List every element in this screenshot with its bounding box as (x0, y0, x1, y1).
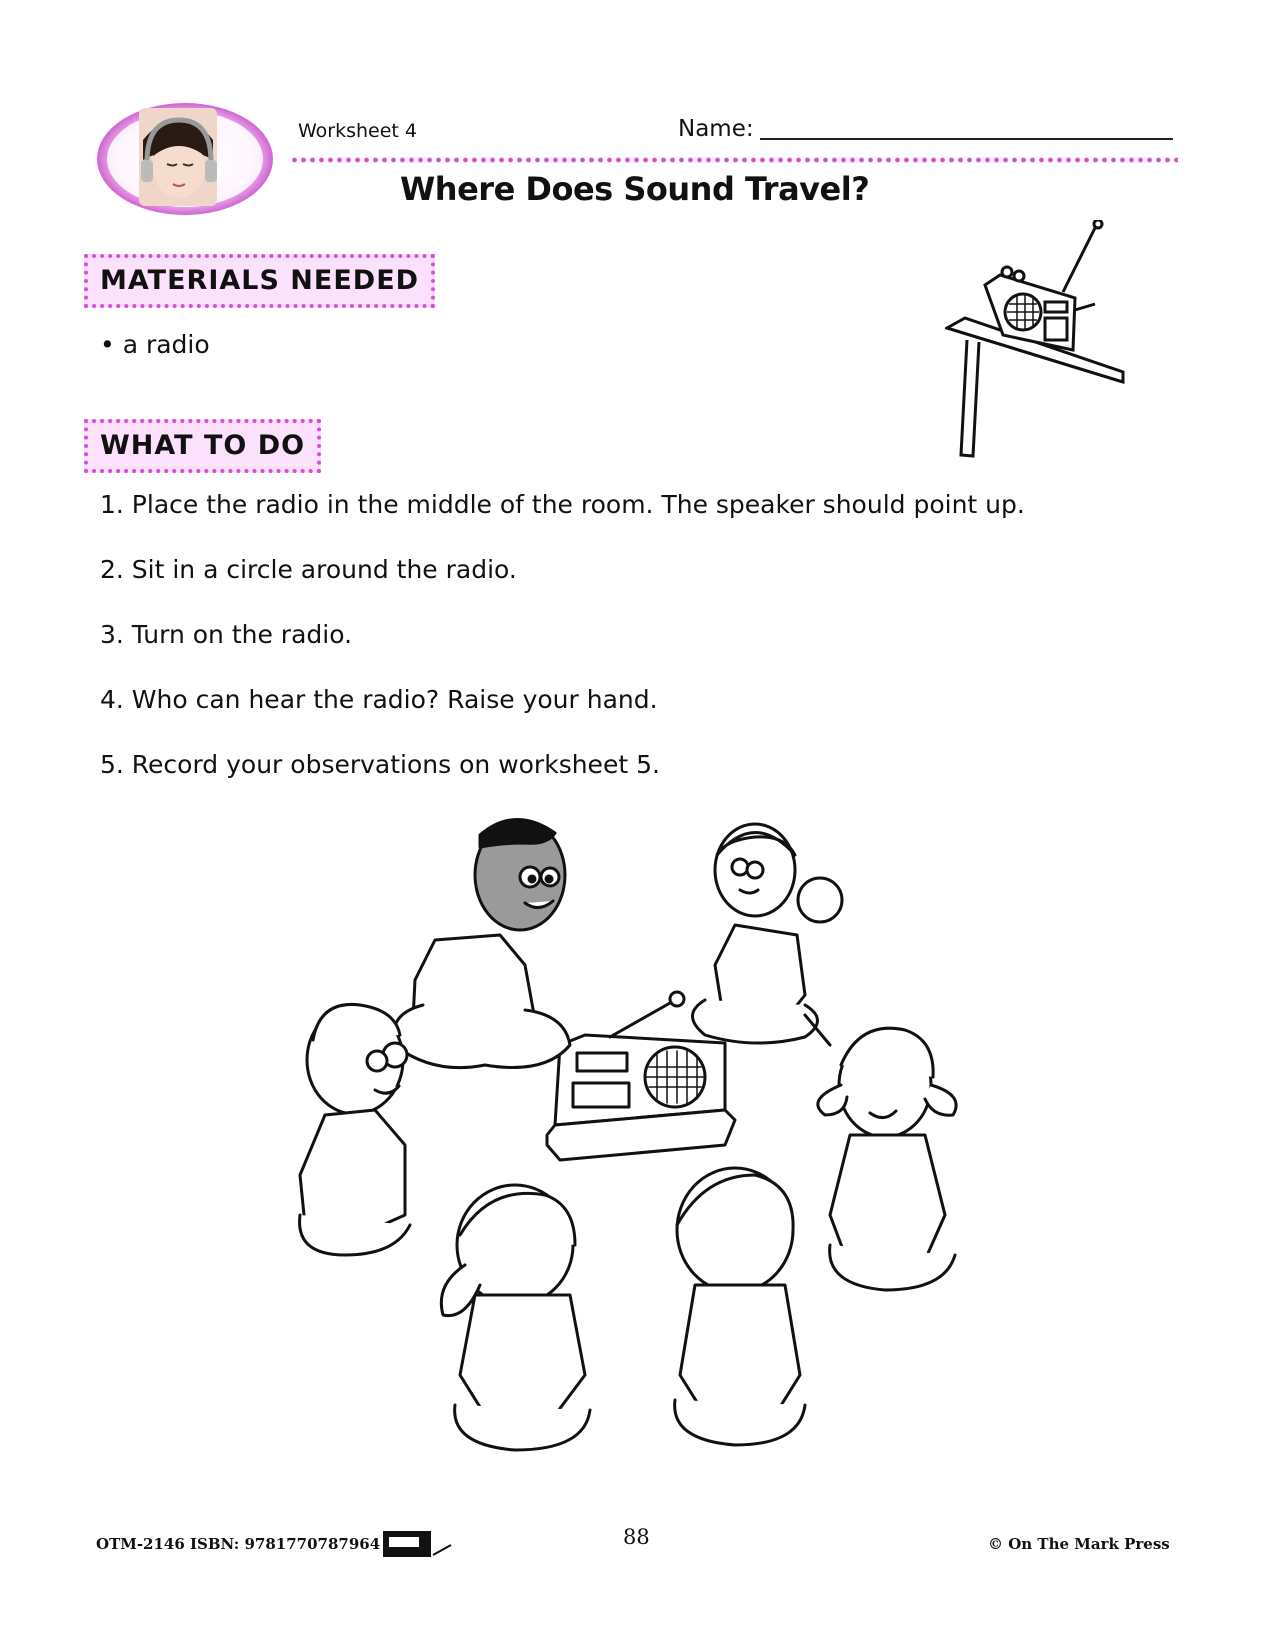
footer-code-isbn: OTM-2146 ISBN: 9781770787964 (96, 1535, 381, 1553)
name-label: Name: (678, 116, 754, 142)
radio-on-table-illustration (945, 220, 1125, 475)
instruction-step: 2. Sit in a circle around the radio. (100, 555, 517, 584)
instruction-step: 5. Record your observations on worksheet 5. (100, 750, 660, 779)
publisher-credit: © On The Mark Press (988, 1535, 1170, 1553)
children-circle-radio-illustration (285, 815, 1025, 1475)
dotted-divider (290, 157, 1178, 163)
girl-with-headphones-logo (95, 100, 275, 218)
radio-footer-icon (383, 1527, 453, 1557)
name-input-line[interactable] (760, 138, 1173, 140)
instruction-step: 3. Turn on the radio. (100, 620, 353, 649)
worksheet-label: Worksheet 4 (298, 120, 418, 142)
what-to-do-heading: WHAT TO DO (84, 419, 321, 473)
materials-item: • a radio (100, 330, 210, 359)
page-title: Where Does Sound Travel? (400, 170, 870, 208)
page-number: 88 (623, 1525, 650, 1549)
instruction-step: 4. Who can hear the radio? Raise your hand. (100, 685, 658, 714)
instruction-step: 1. Place the radio in the middle of the room. The speaker should point up. (100, 490, 1025, 519)
materials-heading: MATERIALS NEEDED (84, 254, 435, 308)
